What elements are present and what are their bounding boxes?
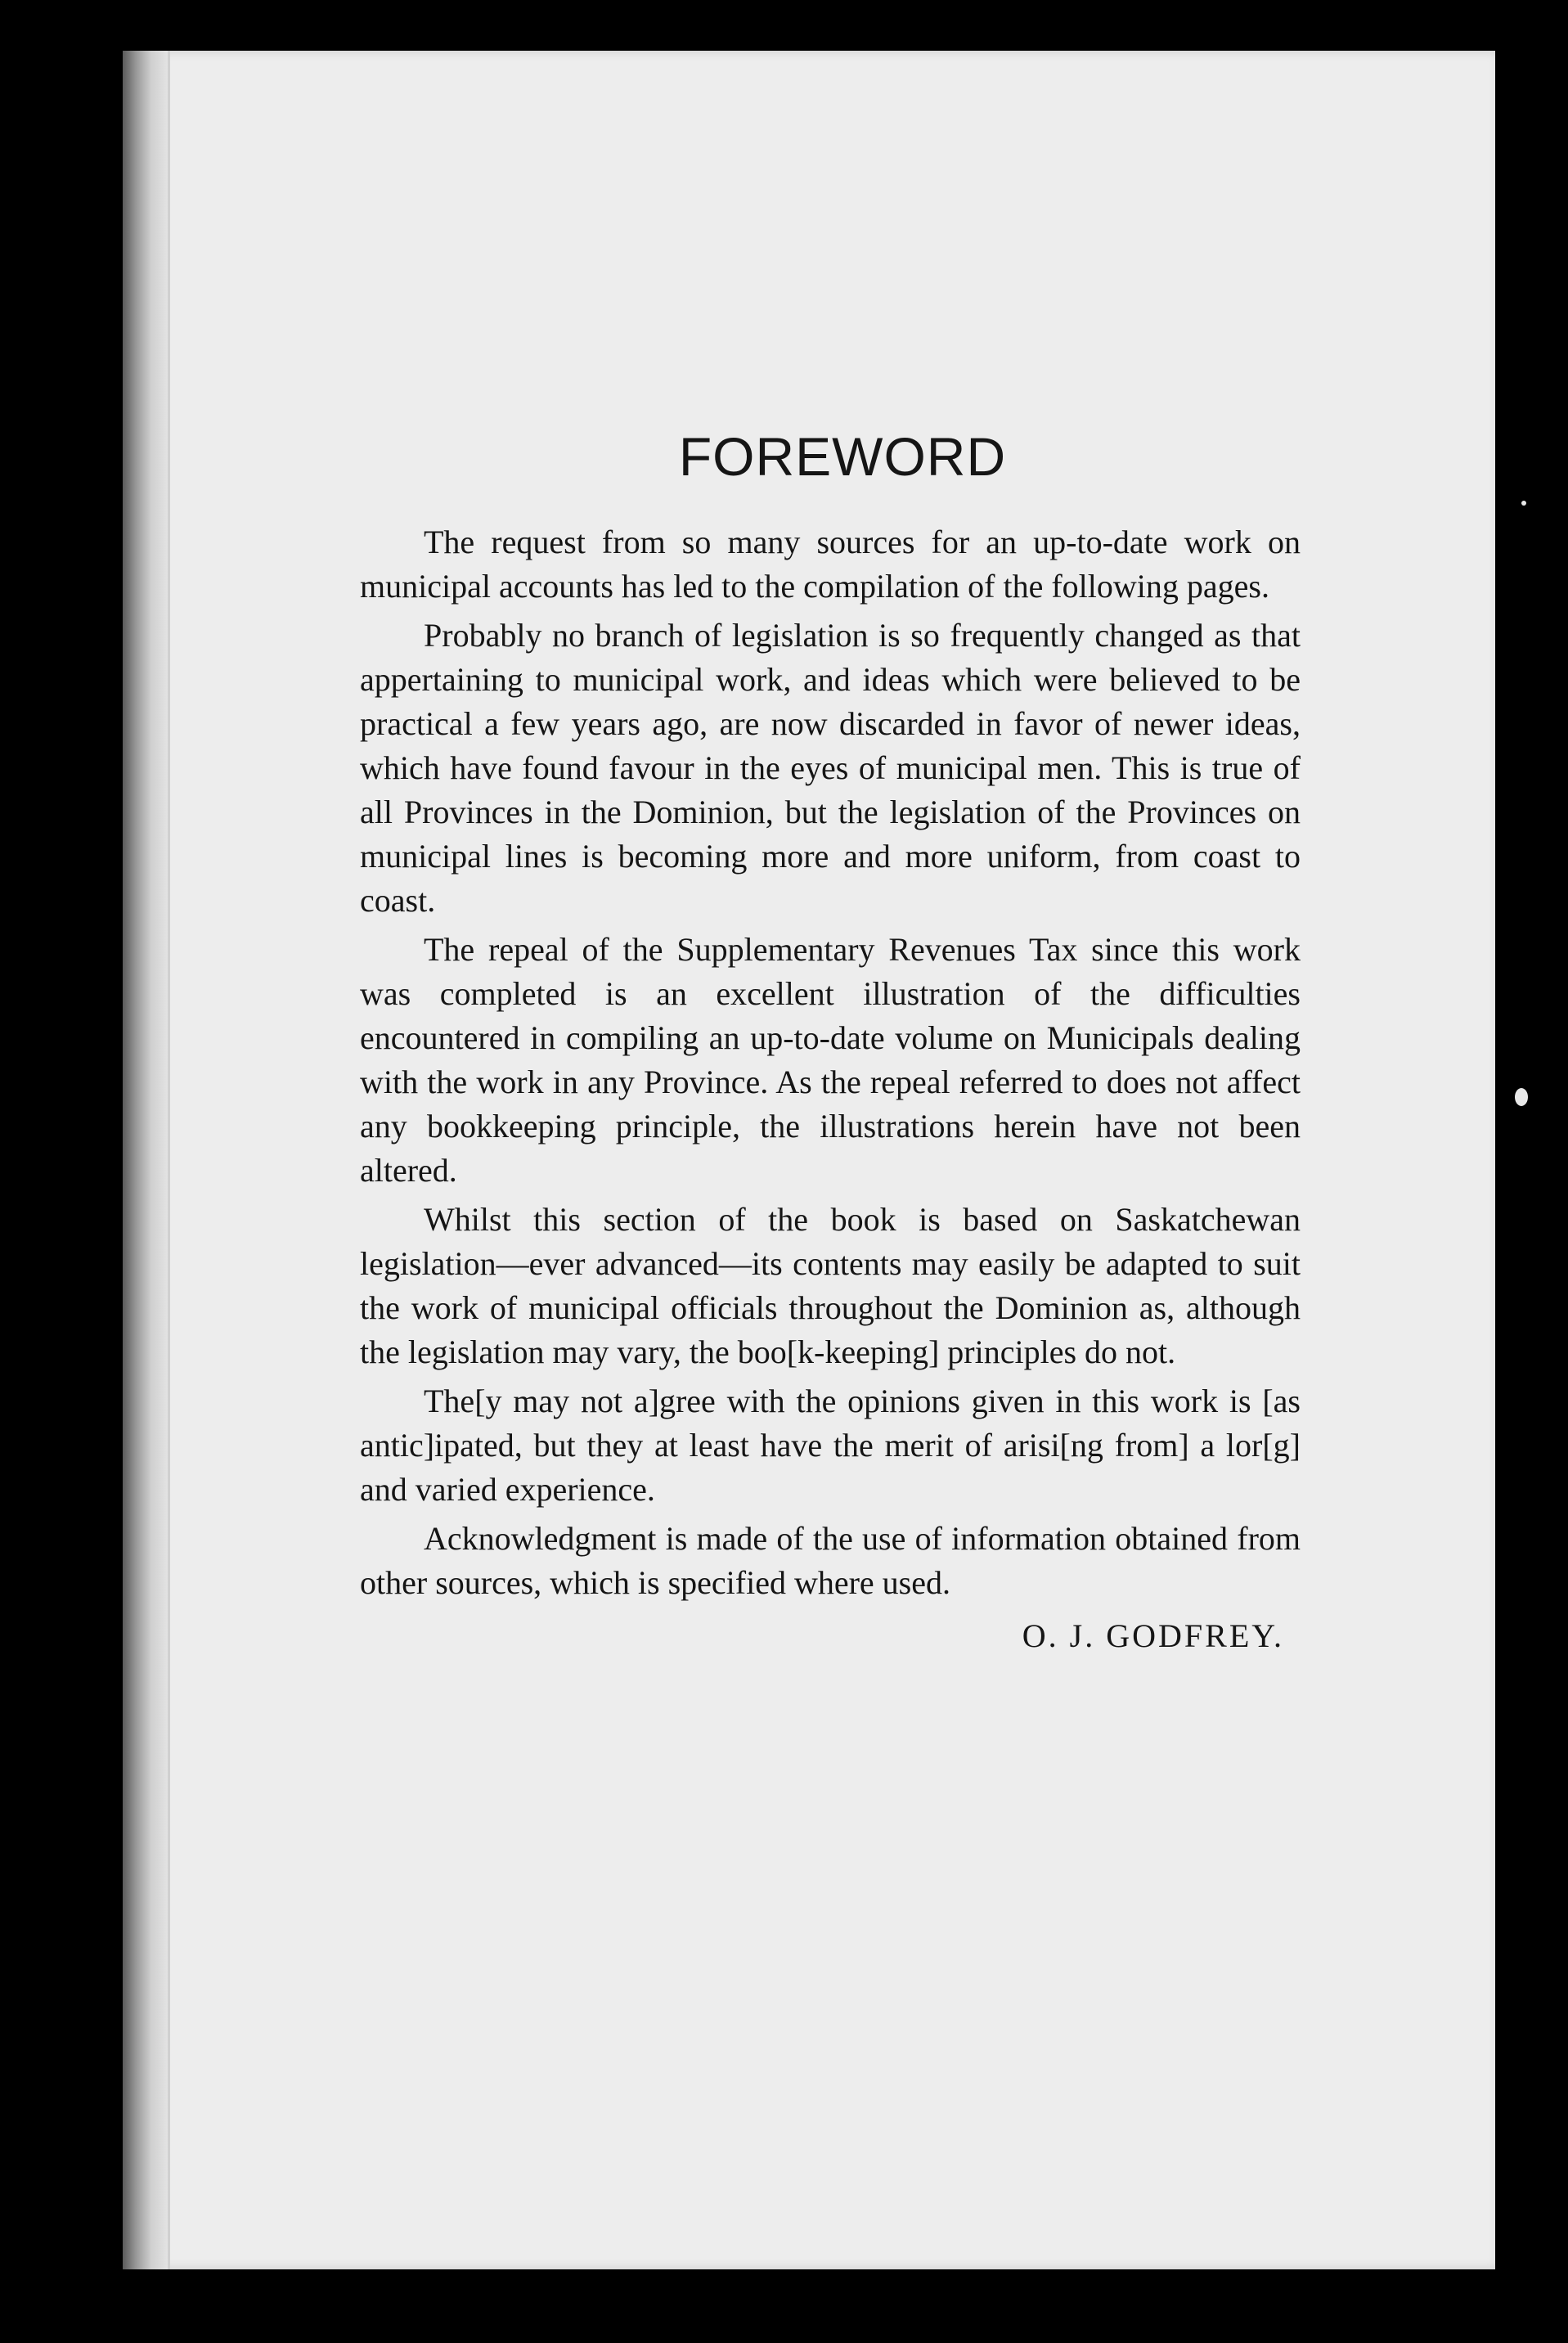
- dust-speck: [1515, 1088, 1528, 1106]
- paragraph-6: Acknowledgment is made of the use of information obtained from other sources, which is specified where used.: [360, 1520, 1301, 1601]
- author-signature: O. J. GODFREY.: [1022, 1617, 1284, 1654]
- paragraph-1: The request from so many sources for an up-to-date work on municipal accounts has led to the compilation of the following pages.: [360, 524, 1301, 605]
- paragraph-4: Whilst this section of the book is based on Saskatchewan legislation—ever advanced—its contents may easily be adapted to suit the work of municipal officials throughout the Dominion as, although the legislation may vary, the boo[k-keeping] principles do not.: [360, 1201, 1301, 1370]
- paragraph-3: The repeal of the Supplementary Revenues Tax since this work was completed is an excellent illustration of the difficulties encountered in compiling an up-to-date volume on Municipals dealing with the work in any Province. As the repeal referred to does not affect any bookkeeping principle, the illustrations herein have not been altered.: [360, 931, 1301, 1189]
- book-spine-shadow: [123, 51, 170, 2269]
- paragraph-2: Probably no branch of legislation is so frequently changed as that appertaining to municipal work, and ideas which were believed to be practical a few years ago, are now discarded in favor of newer ideas, which have found favour in the eyes of municipal men. This is true of all Provinces in the Dominion, but the legislation of the Provinces on municipal lines is becoming more and more uniform, from coast to coast.: [360, 617, 1301, 919]
- page-title: FOREWORD: [678, 426, 1007, 487]
- spine-edge: [168, 51, 170, 2269]
- paragraph-5: The[y may not a]gree with the opinions given in this work is [as antic]ipated, but they at least have the merit of arisi[ng from] a lor[g] and varied experience.: [360, 1383, 1301, 1508]
- foreword-text: [360, 425, 1301, 1655]
- dust-speck: [1521, 501, 1526, 506]
